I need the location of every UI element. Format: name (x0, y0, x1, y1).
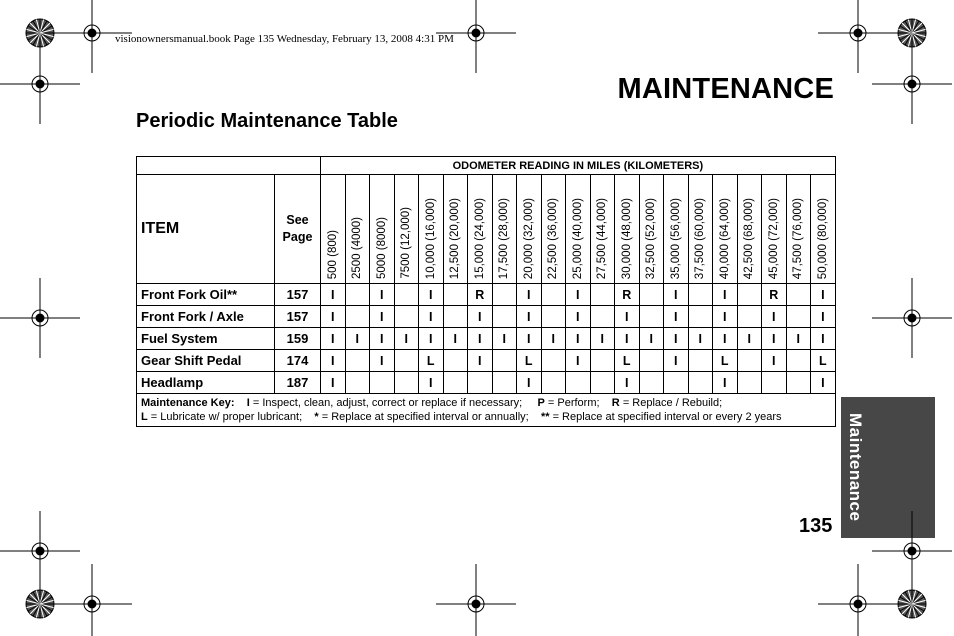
key-r-code: R (611, 397, 620, 409)
maintenance-mark-cell: R (762, 284, 787, 306)
registration-crosshair (436, 564, 516, 636)
maintenance-mark-cell (492, 372, 517, 394)
maintenance-mark-cell (443, 306, 468, 328)
maintenance-mark-cell (345, 306, 370, 328)
maintenance-mark-cell (639, 306, 664, 328)
maintenance-mark-cell (541, 372, 566, 394)
mileage-label: 40,000 (64,000) (718, 197, 731, 279)
mileage-label: 2500 (4000) (351, 216, 364, 279)
maintenance-mark-cell (394, 372, 419, 394)
see-page-cell: 157 (275, 284, 321, 306)
maintenance-mark-cell (664, 372, 689, 394)
registration-starburst (898, 19, 926, 47)
registration-crosshair (872, 44, 952, 124)
mileage-header (786, 175, 811, 284)
maintenance-mark-cell (541, 306, 566, 328)
maintenance-mark-cell (786, 284, 811, 306)
maintenance-mark-cell: I (345, 328, 370, 350)
maintenance-mark-cell (688, 372, 713, 394)
maintenance-mark-cell: I (664, 306, 689, 328)
registration-crosshair (0, 278, 80, 358)
registration-starburst (898, 590, 926, 618)
registration-starburst (26, 590, 54, 618)
maintenance-mark-cell: I (737, 328, 762, 350)
maintenance-mark-cell (590, 350, 615, 372)
mileage-header (664, 175, 689, 284)
maintenance-mark-cell (639, 350, 664, 372)
maintenance-mark-cell (737, 306, 762, 328)
maintenance-mark-cell (786, 350, 811, 372)
mileage-label: 10,000 (16,000) (424, 197, 437, 279)
mileage-header (762, 175, 787, 284)
maintenance-mark-cell: I (517, 306, 542, 328)
mileage-label: 20,000 (32,000) (522, 197, 535, 279)
maintenance-mark-cell: I (566, 350, 591, 372)
maintenance-mark-cell: I (664, 284, 689, 306)
mileage-header (688, 175, 713, 284)
maintenance-mark-cell: I (811, 328, 836, 350)
see-page-cell: 159 (275, 328, 321, 350)
see-page-cell: 174 (275, 350, 321, 372)
maintenance-mark-cell: I (664, 328, 689, 350)
maintenance-mark-cell: I (370, 306, 395, 328)
key-r-text: = Replace / Rebuild; (622, 397, 723, 409)
mileage-label: 47,500 (76,000) (792, 197, 805, 279)
maintenance-mark-cell: I (639, 328, 664, 350)
mileage-label: 32,500 (52,000) (645, 197, 658, 279)
maintenance-mark-cell (370, 372, 395, 394)
maintenance-mark-cell (639, 284, 664, 306)
maintenance-mark-cell: I (517, 284, 542, 306)
maintenance-mark-cell: I (321, 306, 346, 328)
table-row (137, 328, 836, 350)
maintenance-mark-cell: I (419, 372, 444, 394)
mileage-header (517, 175, 542, 284)
page-number: 135 (799, 515, 833, 537)
table-row (137, 372, 836, 394)
mileage-header (639, 175, 664, 284)
mileage-header (713, 175, 738, 284)
maintenance-mark-cell (737, 372, 762, 394)
mileage-header (541, 175, 566, 284)
mileage-label: 27,500 (44,000) (596, 197, 609, 279)
blank-header-cell (137, 157, 321, 175)
maintenance-mark-cell: I (419, 284, 444, 306)
mileage-label: 7500 (12,000) (400, 207, 413, 279)
maintenance-mark-cell: I (811, 284, 836, 306)
maintenance-mark-cell: I (713, 306, 738, 328)
maintenance-mark-cell (492, 350, 517, 372)
maintenance-mark-cell (345, 350, 370, 372)
maintenance-mark-cell: I (713, 328, 738, 350)
table-row (137, 284, 836, 306)
registration-crosshair (0, 511, 80, 591)
mileage-label: 17,500 (28,000) (498, 197, 511, 279)
maintenance-mark-cell: I (370, 350, 395, 372)
mileage-header (419, 175, 444, 284)
maintenance-mark-cell: I (541, 328, 566, 350)
maintenance-mark-cell: I (688, 328, 713, 350)
maintenance-mark-cell (468, 372, 493, 394)
mileage-header (615, 175, 640, 284)
item-name-cell: Front Fork Oil** (137, 284, 275, 306)
maintenance-mark-cell: L (713, 350, 738, 372)
table-row (137, 350, 836, 372)
maintenance-mark-cell (443, 284, 468, 306)
maintenance-mark-cell: L (517, 350, 542, 372)
maintenance-mark-cell: I (590, 328, 615, 350)
maintenance-mark-cell: I (566, 284, 591, 306)
maintenance-mark-cell: I (517, 328, 542, 350)
mileage-label: 25,000 (40,000) (571, 197, 584, 279)
key-l-code: L (141, 411, 148, 423)
maintenance-mark-cell: I (811, 372, 836, 394)
maintenance-mark-cell: I (370, 328, 395, 350)
maintenance-mark-cell (492, 306, 517, 328)
maintenance-mark-cell (541, 350, 566, 372)
maintenance-mark-cell: I (566, 306, 591, 328)
mileage-label: 30,000 (48,000) (620, 197, 633, 279)
side-tab-label: Maintenance (846, 413, 865, 522)
maintenance-mark-cell: I (468, 306, 493, 328)
maintenance-mark-cell: I (321, 350, 346, 372)
mileage-label: 37,500 (60,000) (694, 197, 707, 279)
maintenance-mark-cell: I (370, 284, 395, 306)
maintenance-mark-cell: I (615, 372, 640, 394)
registration-crosshair (0, 44, 80, 124)
maintenance-table-container (136, 156, 834, 427)
maintenance-mark-cell (345, 372, 370, 394)
key-l-text: = Lubricate w/ proper lubricant; (150, 411, 303, 423)
maintenance-mark-cell: I (786, 328, 811, 350)
registration-starburst (26, 19, 54, 47)
maintenance-mark-cell (786, 372, 811, 394)
maintenance-mark-cell (639, 372, 664, 394)
maintenance-mark-cell (590, 284, 615, 306)
key-dstar-code: ** (540, 411, 550, 423)
maintenance-mark-cell: I (443, 328, 468, 350)
maintenance-mark-cell: I (615, 306, 640, 328)
maintenance-mark-cell: I (713, 284, 738, 306)
odometer-header: ODOMETER READING IN MILES (KILOMETERS) (321, 157, 836, 175)
maintenance-mark-cell (394, 284, 419, 306)
key-star-text: = Replace at specified interval or annually; (321, 411, 529, 423)
maintenance-mark-cell: I (762, 350, 787, 372)
print-header-line: visionownersmanual.book Page 135 Wednesday, February 13, 2008 4:31 PM (115, 33, 454, 45)
maintenance-mark-cell: I (762, 306, 787, 328)
mileage-header (566, 175, 591, 284)
key-label: Maintenance Key: (141, 397, 235, 409)
mileage-header (468, 175, 493, 284)
maintenance-mark-cell: R (468, 284, 493, 306)
maintenance-mark-cell (394, 350, 419, 372)
maintenance-mark-cell: I (468, 350, 493, 372)
maintenance-mark-cell (492, 284, 517, 306)
item-name-cell: Headlamp (137, 372, 275, 394)
maintenance-mark-cell (443, 372, 468, 394)
maintenance-mark-cell: I (321, 328, 346, 350)
maintenance-mark-cell (762, 372, 787, 394)
maintenance-mark-cell (590, 306, 615, 328)
maintenance-table (136, 156, 836, 427)
mileage-header (394, 175, 419, 284)
maintenance-mark-cell: I (664, 350, 689, 372)
maintenance-mark-cell: I (566, 328, 591, 350)
key-dstar-text: = Replace at specified interval or every 2 years (552, 411, 782, 423)
table-row (137, 306, 836, 328)
mileage-label: 15,000 (24,000) (473, 197, 486, 279)
maintenance-mark-cell (394, 306, 419, 328)
maintenance-mark-cell: I (419, 328, 444, 350)
maintenance-mark-cell: I (713, 372, 738, 394)
maintenance-mark-cell (737, 350, 762, 372)
maintenance-mark-cell (786, 306, 811, 328)
maintenance-mark-cell: L (419, 350, 444, 372)
key-i-code: I (246, 397, 250, 409)
maintenance-key (137, 394, 836, 427)
maintenance-mark-cell (688, 306, 713, 328)
maintenance-mark-cell (345, 284, 370, 306)
registration-crosshair (818, 0, 898, 73)
maintenance-mark-cell: I (394, 328, 419, 350)
mileage-header (811, 175, 836, 284)
mileage-header (443, 175, 468, 284)
registration-crosshair (52, 564, 132, 636)
mileage-header (737, 175, 762, 284)
maintenance-mark-cell: I (517, 372, 542, 394)
key-p-code: P (537, 397, 545, 409)
maintenance-mark-cell: I (321, 284, 346, 306)
item-name-cell: Gear Shift Pedal (137, 350, 275, 372)
mileage-label: 35,000 (56,000) (669, 197, 682, 279)
maintenance-mark-cell (566, 372, 591, 394)
maintenance-mark-cell: I (419, 306, 444, 328)
maintenance-mark-cell (590, 372, 615, 394)
item-name-cell: Front Fork / Axle (137, 306, 275, 328)
mileage-label: 500 (800) (326, 229, 339, 279)
mileage-header (370, 175, 395, 284)
maintenance-mark-cell: R (615, 284, 640, 306)
mileage-label: 50,000 (80,000) (816, 197, 829, 279)
key-p-text: = Perform; (547, 397, 600, 409)
section-title: Periodic Maintenance Table (136, 110, 398, 132)
maintenance-mark-cell: I (468, 328, 493, 350)
registration-crosshair (818, 564, 898, 636)
mileage-header (590, 175, 615, 284)
maintenance-mark-cell: I (811, 306, 836, 328)
maintenance-mark-cell (737, 284, 762, 306)
mileage-label: 45,000 (72,000) (767, 197, 780, 279)
mileage-header (492, 175, 517, 284)
maintenance-mark-cell: I (762, 328, 787, 350)
mileage-label: 5000 (8000) (375, 216, 388, 279)
item-name-cell: Fuel System (137, 328, 275, 350)
mileage-label: 22,500 (36,000) (547, 197, 560, 279)
maintenance-mark-cell (688, 284, 713, 306)
key-i-text: = Inspect, clean, adjust, correct or replace if necessary; (252, 397, 523, 409)
mileage-header (345, 175, 370, 284)
maintenance-mark-cell: L (615, 350, 640, 372)
maintenance-mark-cell: I (492, 328, 517, 350)
mileage-label: 12,500 (20,000) (449, 197, 462, 279)
mileage-label: 42,500 (68,000) (743, 197, 756, 279)
registration-crosshair (872, 278, 952, 358)
see-page-column-header: See Page (275, 175, 321, 284)
maintenance-mark-cell (541, 284, 566, 306)
maintenance-mark-cell: L (811, 350, 836, 372)
maintenance-mark-cell (443, 350, 468, 372)
see-page-cell: 157 (275, 306, 321, 328)
see-page-cell: 187 (275, 372, 321, 394)
maintenance-mark-cell: I (615, 328, 640, 350)
page-heading: MAINTENANCE (617, 73, 834, 105)
maintenance-mark-cell (688, 350, 713, 372)
mileage-header (321, 175, 346, 284)
maintenance-mark-cell: I (321, 372, 346, 394)
key-star-code: * (314, 411, 319, 423)
item-column-header: ITEM (137, 175, 275, 284)
